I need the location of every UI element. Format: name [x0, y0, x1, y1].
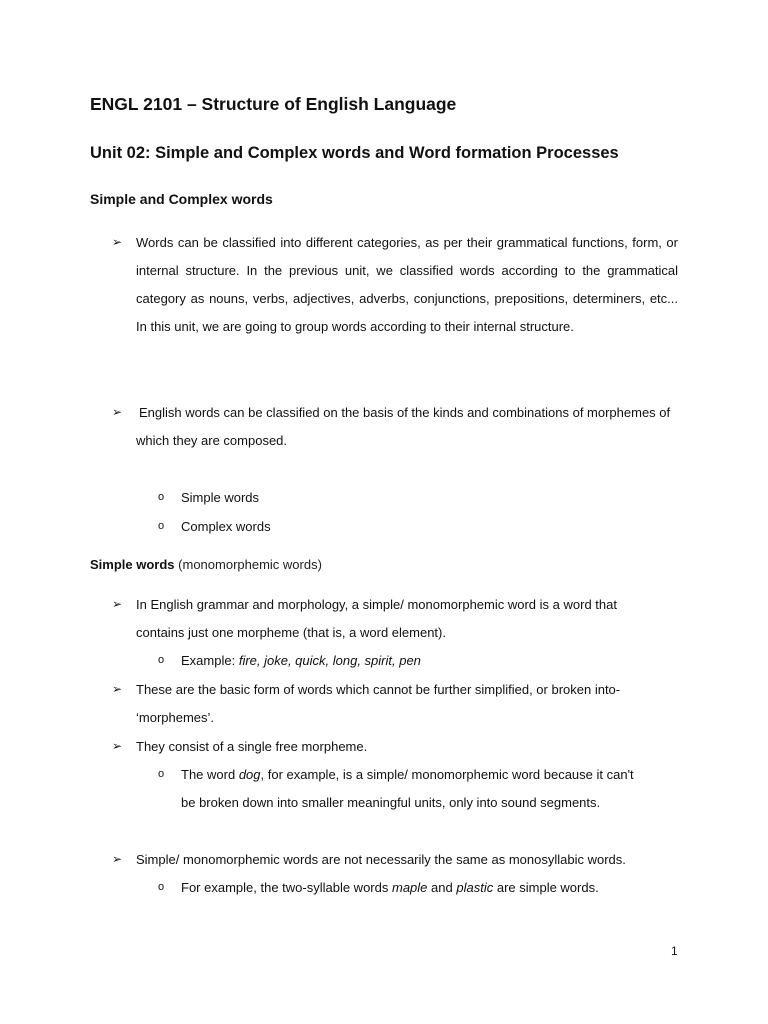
maple-word: maple	[391, 880, 428, 895]
simple-words-heading	[90, 551, 322, 579]
page-number: 1	[671, 944, 678, 958]
word-type-simple: Simple words	[181, 490, 260, 505]
dog-pre: The word	[181, 767, 236, 782]
point3-line: They consist of a single free morpheme.	[136, 739, 368, 754]
example-label: Example:	[181, 653, 236, 668]
word-type-complex: Complex words	[181, 519, 271, 534]
arrow-bullet-icon: ➢	[111, 852, 123, 866]
circle-bullet-icon: o	[158, 491, 165, 503]
arrow-bullet-icon: ➢	[111, 682, 123, 696]
dog-example-line2: be broken down into smaller meaningful units, only into sound segments.	[181, 795, 601, 810]
circle-bullet-icon: o	[158, 768, 165, 780]
section-heading: Simple and Complex words	[90, 191, 273, 207]
circle-bullet-icon: o	[158, 881, 165, 893]
point2-line2: ‘morphemes’.	[136, 710, 215, 725]
plastic-word: plastic	[456, 880, 494, 895]
two-syl-post: are simple words.	[496, 880, 599, 895]
circle-bullet-icon: o	[158, 654, 165, 666]
dog-word: dog	[238, 767, 261, 782]
example-words: fire, joke, quick, long, spirit, pen	[238, 653, 421, 668]
and-word: and	[431, 880, 453, 895]
simple-words-heading-paren: (monomorphemic words)	[178, 557, 322, 572]
point1-line2: contains just one morpheme (that is, a word element).	[136, 625, 446, 640]
dog-post: , for example, is a simple/ monomorphemic word because it can't	[260, 767, 634, 782]
intro-paragraph-1: Words can be classified into different categories, as per their grammatical functions, form, or internal structure. In the previous unit, we classified words according to the grammatical category as nouns, verbs, adjectives, adverbs, conjunctions, prepositions, determiners, etc... In this unit, we are going to group words according to their internal structure.	[136, 235, 678, 334]
intro-paragraph-2: English words can be classified on the basis of the kinds and combinations of morphemes of which they are composed.	[136, 405, 671, 448]
arrow-bullet-icon: ➢	[111, 405, 123, 419]
point4-line: Simple/ monomorphemic words are not necessarily the same as monosyllabic words.	[136, 852, 626, 867]
two-syllable-example	[181, 874, 599, 902]
document-title: ENGL 2101 – Structure of English Language	[90, 94, 457, 114]
arrow-bullet-icon: ➢	[111, 235, 123, 249]
example-line	[181, 647, 421, 675]
arrow-bullet-icon: ➢	[111, 739, 123, 753]
point1-line1: In English grammar and morphology, a simple/ monomorphemic word is a word that	[136, 597, 617, 612]
simple-words-heading-bold: Simple words	[90, 557, 175, 572]
two-syl-pre: For example, the two-syllable words	[181, 880, 389, 895]
dog-example-line1	[181, 761, 634, 789]
circle-bullet-icon: o	[158, 520, 165, 532]
point2-line1: These are the basic form of words which cannot be further simplified, or broken into-	[136, 682, 621, 697]
unit-title: Unit 02: Simple and Complex words and Word formation Processes	[90, 144, 619, 162]
arrow-bullet-icon: ➢	[111, 597, 123, 611]
